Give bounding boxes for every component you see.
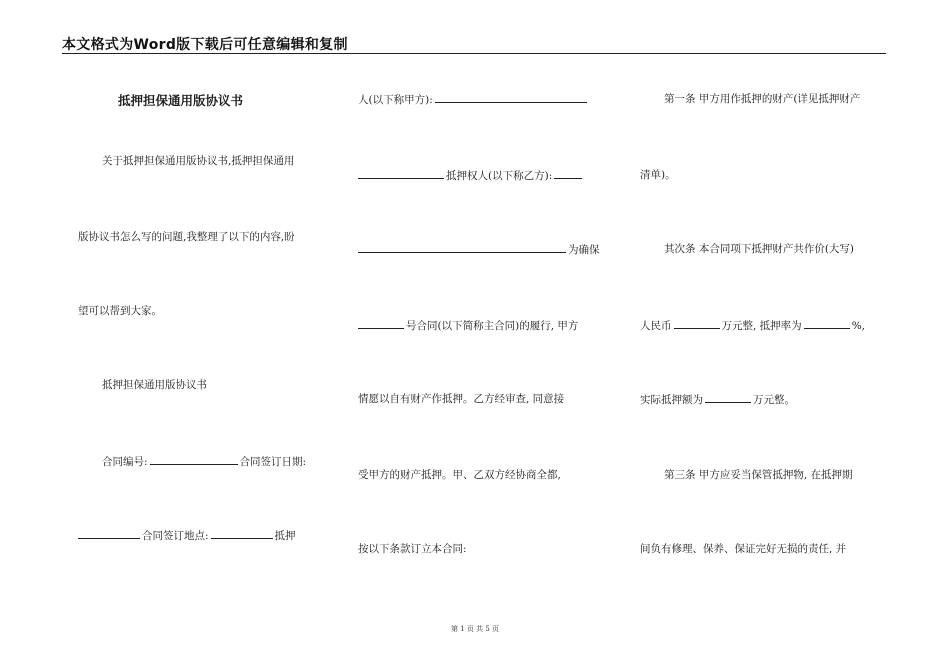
paragraph-line: 按以下条款订立本合同: (358, 543, 467, 555)
party-b-blank[interactable] (554, 168, 582, 179)
contract-number-blank[interactable] (150, 454, 238, 465)
contract-date-blank[interactable] (78, 528, 140, 539)
article-2-line: 其次条 本合同项下抵押财产共作价(大写) (664, 243, 855, 255)
party-b-label: 抵押权人(以下称乙方): (446, 170, 553, 182)
contract-place-label: 合同签订地点: (142, 530, 209, 542)
contract-date-label: 合同签订日期: (239, 456, 307, 468)
contract-number-line (78, 454, 334, 469)
actual-amount-line (640, 392, 890, 407)
price-amount-blank[interactable] (674, 318, 720, 329)
text-column-1 (78, 80, 334, 600)
document-title: 抵押担保通用版协议书 (118, 93, 244, 108)
rate-blank[interactable] (804, 318, 850, 329)
party-a-name-blank[interactable] (358, 168, 444, 179)
purpose-line (358, 242, 608, 257)
party-a-blank[interactable] (435, 92, 587, 103)
main-contract-number-blank[interactable] (358, 318, 404, 329)
main-contract-label: 号合同(以下简称主合同)的履行, 甲方 (406, 320, 579, 332)
contract-number-label: 合同编号: (102, 456, 148, 468)
page-number: 第 1 页 共 5 页 (450, 625, 500, 633)
price-line (640, 318, 890, 333)
paragraph-line: 受甲方的财产抵押。甲、乙双方经协商全都, (358, 469, 561, 481)
percent-label: %, (851, 320, 866, 332)
purpose-label: 为确保 (568, 244, 600, 256)
paragraph-line: 关于抵押担保通用版协议书,抵押担保通用 (102, 155, 295, 167)
party-b-name-blank[interactable] (358, 242, 566, 253)
paragraph-line: 情愿以自有财产作抵押。乙方经审查, 同意接 (358, 393, 565, 405)
subtitle-line: 抵押担保通用版协议书 (102, 379, 207, 391)
party-b-line (358, 168, 608, 183)
rate-label: 万元整, 抵押率为 (721, 320, 802, 332)
actual-amount-blank[interactable] (705, 392, 751, 403)
rmb-label: 人民币 (640, 320, 672, 332)
article-1-line: 第一条 甲方用作抵押的财产(详见抵押财产 (664, 93, 861, 105)
article-3-line: 第三条 甲方应妥当保管抵押物, 在抵押期 (664, 469, 853, 481)
contract-place-line (78, 528, 334, 543)
party-a-label: 人(以下称甲方): (358, 94, 433, 106)
text-column-3 (640, 80, 890, 600)
actual-amount-label: 实际抵押额为 (640, 394, 703, 406)
text-column-2 (358, 80, 608, 600)
paragraph-line: 望可以帮到大家。 (78, 305, 162, 317)
article-3-cont-line: 间负有修理、保养、保证完好无损的责任, 并 (640, 543, 847, 555)
article-1-cont-line: 清单)。 (640, 169, 676, 181)
main-contract-line (358, 318, 608, 333)
page-header (62, 30, 886, 54)
actual-amount-unit: 万元整。 (753, 394, 795, 406)
party-a-line (358, 92, 608, 107)
pledgor-label: 抵押 (274, 530, 296, 542)
header-text: 本文格式为Word版下载后可任意编辑和复制 (62, 37, 348, 53)
contract-place-blank[interactable] (211, 528, 273, 539)
paragraph-line: 版协议书怎么写的问题,我整理了以下的内容,盼 (78, 231, 295, 243)
